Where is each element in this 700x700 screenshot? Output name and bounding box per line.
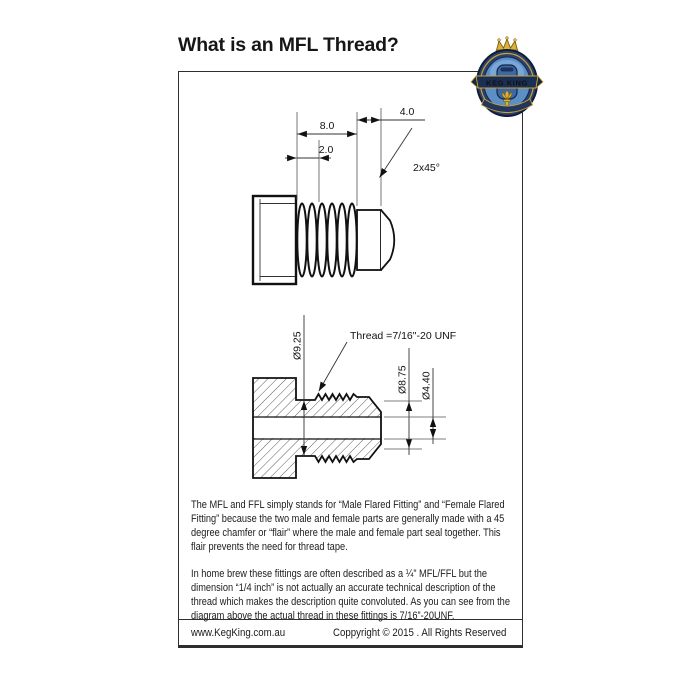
fitting-nose-chamfer	[381, 210, 394, 270]
dim-nose-length-label: 4.0	[399, 106, 415, 118]
dim-lead-label: 2.0	[318, 144, 334, 156]
side-view	[253, 106, 440, 284]
thread-spec-label: Thread =7/16"-20 UNF	[350, 330, 457, 342]
footer-bar	[179, 619, 522, 645]
footer-website: www.KegKing.com.au	[191, 627, 286, 639]
page-title: What is an MFL Thread?	[178, 34, 399, 56]
logo-banner-text: KEG KING	[486, 78, 528, 88]
chamfer-label: 2x45°	[413, 162, 440, 174]
dim-thread-length-label: 8.0	[319, 120, 335, 132]
dim-bore-dia-label: Ø4.40	[420, 371, 433, 400]
extension-lines	[297, 108, 381, 206]
fitting-hex-head	[253, 196, 296, 284]
dim-major-dia-label: Ø9.25	[291, 331, 304, 360]
chamfer-leader	[380, 128, 413, 178]
body-text	[191, 498, 517, 636]
section-bore	[254, 418, 380, 438]
paragraph-homebrew: In home brew these fittings are often described as a ¼” MFL/FFL but the dimension “1/4 inch” is not actually an accurate technical description of the thread which makes the description quite convoluted. As you can see from the diagram above the actual thread in these fittings is 7/16”-20UNF.	[191, 568, 510, 622]
mfl-technical-drawing	[179, 72, 522, 498]
dim-bore-dia	[384, 417, 446, 439]
banner-ribbon	[471, 76, 543, 88]
dim-end-dia	[384, 401, 422, 449]
section-view	[253, 315, 456, 478]
keg-king-logo	[467, 35, 547, 119]
footer-copyright: Coppyright © 2015 . All Rights Reserved	[333, 627, 507, 639]
paragraph-mfl-ffl: The MFL and FFL simply stands for “Male Flared Fitting” and “Female Flared Fitting” because the two male and female parts are generally made with a 45 degree chamfer or “flair” where the male and female part seal together. This flair prevents the need for thread tape.	[191, 499, 505, 553]
fitting-thread-crests	[297, 204, 356, 277]
fitting-smooth-section	[357, 210, 381, 270]
dim-end-dia-label: Ø8.75	[396, 365, 409, 394]
content-frame	[178, 71, 523, 648]
thread-spec-leader	[319, 342, 347, 391]
